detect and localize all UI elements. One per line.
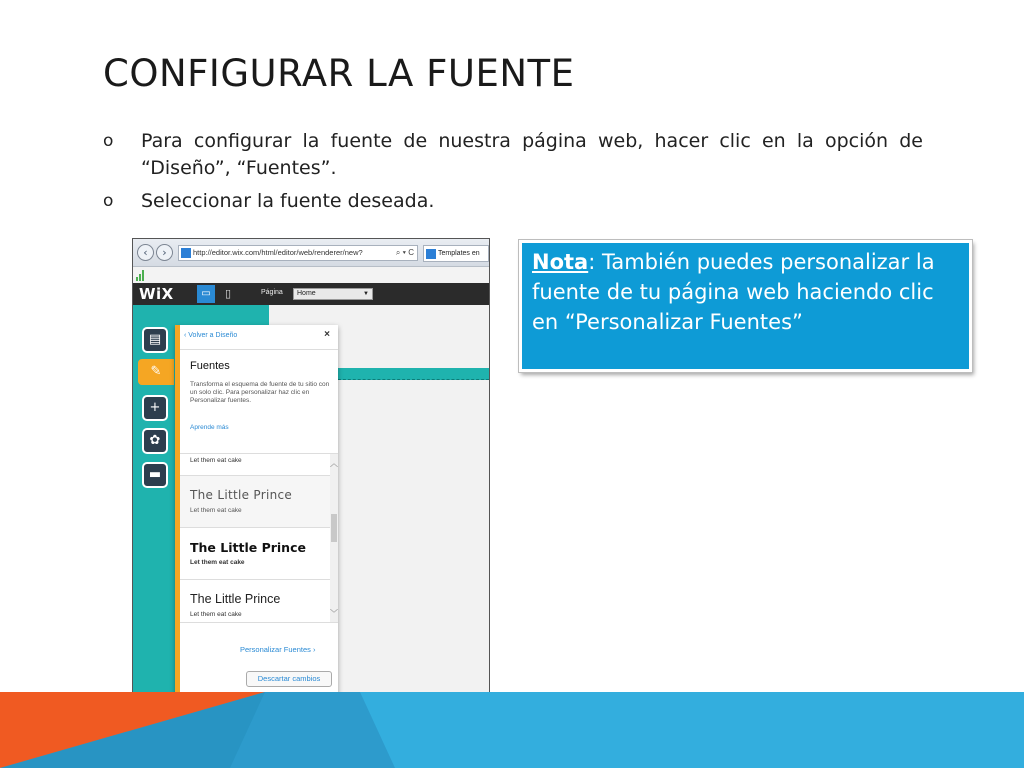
page-select-value: Home — [297, 290, 316, 297]
address-bar[interactable] — [178, 245, 418, 261]
note-label: Nota — [532, 250, 589, 274]
wix-top-bar — [133, 283, 489, 305]
note-box — [519, 240, 972, 372]
scroll-thumb[interactable] — [331, 514, 337, 542]
font-sample: Let them eat cake — [190, 611, 242, 618]
tab-label: Templates en — [438, 250, 480, 257]
address-tools-icon[interactable]: ⌕ ▾ C — [395, 248, 414, 257]
scrollbar[interactable] — [330, 454, 338, 623]
paintbrush-icon[interactable]: ✎ — [138, 359, 174, 385]
browser-toolbar — [133, 239, 489, 267]
bullet-list — [103, 128, 923, 221]
chevron-down-icon: ▼ — [363, 291, 369, 297]
font-title: The Little Prince — [190, 540, 306, 555]
page-select[interactable] — [293, 288, 373, 300]
font-sample: Let them eat cake — [190, 457, 242, 464]
font-theme-option[interactable] — [180, 580, 330, 623]
font-theme-list — [180, 453, 338, 623]
bullet-marker: o — [103, 131, 114, 151]
learn-more-link[interactable]: Aprende más — [190, 424, 229, 431]
back-to-design-link[interactable]: ‹ Volver a Diseño — [184, 332, 238, 339]
forward-arrow-icon[interactable]: › — [156, 244, 173, 261]
wix-favicon-icon — [426, 249, 436, 259]
panel-title: Fuentes — [190, 360, 230, 372]
page-label: Página — [261, 289, 283, 296]
bullet-marker: o — [103, 191, 114, 211]
font-theme-option[interactable] — [180, 454, 330, 476]
note-text: : También puedes personalizar la fuente de tu página web haciendo clic en “Personalizar Fuentes” — [532, 250, 935, 334]
fonts-panel — [175, 325, 338, 697]
browser-tab[interactable] — [423, 245, 489, 262]
address-text: http://editor.wix.com/html/editor/web/renderer/new? — [193, 248, 363, 257]
font-sample: Let them eat cake — [190, 559, 245, 566]
font-title: The Little Prince — [190, 488, 293, 502]
close-icon[interactable]: × — [324, 329, 330, 340]
gear-icon[interactable]: ✿ — [142, 428, 168, 454]
chevron-down-icon[interactable]: ﹀ — [330, 609, 338, 618]
site-header-strip — [333, 368, 489, 380]
font-sample: Let them eat cake — [190, 507, 242, 514]
bottom-decoration — [0, 692, 1024, 768]
mobile-view-icon[interactable]: ▯ — [224, 287, 232, 300]
bullet-item — [103, 128, 923, 182]
signal-icon — [136, 270, 146, 281]
bullet-item — [103, 188, 923, 215]
wix-favicon-icon — [181, 248, 191, 258]
font-title: The Little Prince — [190, 592, 281, 606]
editor-screenshot — [132, 238, 490, 708]
status-strip — [133, 267, 489, 283]
back-arrow-icon[interactable]: ‹ — [137, 244, 154, 261]
chevron-up-icon[interactable]: ︿ — [330, 459, 338, 468]
editor-canvas — [133, 305, 489, 707]
divider — [180, 349, 338, 350]
desktop-view-icon[interactable]: ▭ — [197, 285, 215, 303]
bullet-text: Para configurar la fuente de nuestra página web, hacer clic en la opción de “Diseño”, “Fuentes”. — [141, 130, 923, 179]
wix-logo: WiX — [139, 285, 174, 303]
bullet-text: Seleccionar la fuente deseada. — [141, 190, 435, 212]
add-icon[interactable]: + — [142, 395, 168, 421]
slide-title: CONFIGURAR LA FUENTE — [103, 52, 575, 95]
discard-changes-button[interactable]: Descartar cambios — [246, 671, 332, 687]
page-icon[interactable]: ▤ — [142, 327, 168, 353]
app-store-icon[interactable]: ▬ — [142, 462, 168, 488]
customize-fonts-link[interactable]: Personalizar Fuentes › — [240, 645, 316, 654]
panel-description: Transforma el esquema de fuente de tu sitio con un solo clic. Para personalizar haz clic en Personalizar fuentes. — [190, 381, 330, 404]
font-theme-option[interactable] — [180, 476, 330, 528]
font-theme-option[interactable] — [180, 528, 330, 580]
